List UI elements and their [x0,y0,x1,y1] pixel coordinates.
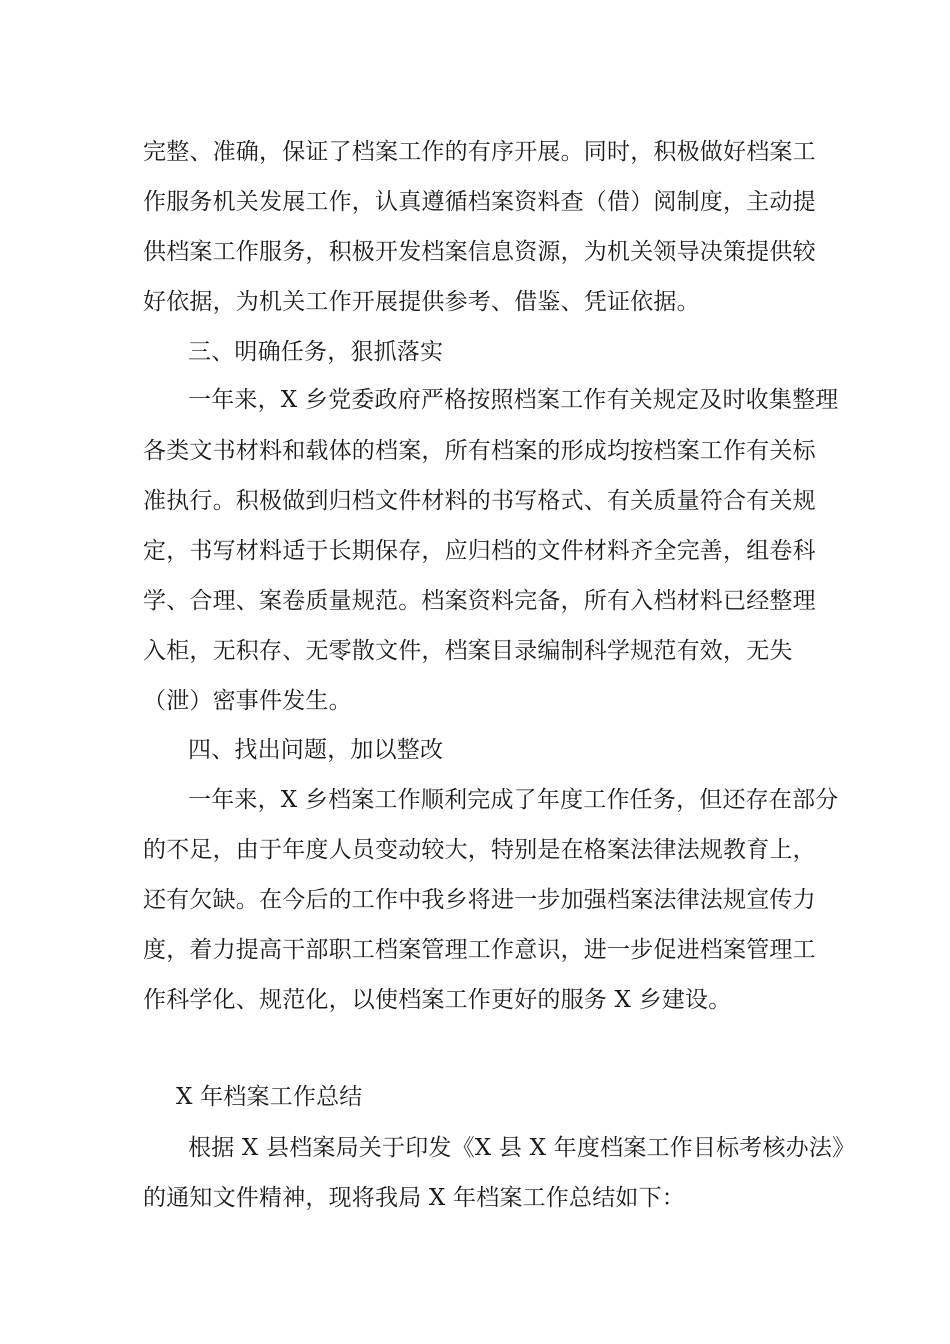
section-heading: 三、明确任务，狠抓落实 [188,339,444,365]
paragraph-line: 完整、准确，保证了档案工作的有序开展。同时，积极做好档案工 [143,139,816,165]
paragraph-line: 准执行。积极做到归档文件材料的书写格式、有关质量符合有关规 [143,488,816,514]
paragraph-line: 作服务机关发展工作，认真遵循档案资料查（借）阅制度，主动提 [143,189,816,215]
paragraph-line: 还有欠缺。在今后的工作中我乡将进一步加强档案法律法规宣传力 [143,887,816,913]
paragraph-line: （泄）密事件发生。 [143,688,352,714]
paragraph-line: 根据 X 县档案局关于印发《X 县 X 年度档案工作目标考核办法》 [188,1135,856,1161]
paragraph-line: 度，着力提高干部职工档案管理工作意识，进一步促进档案管理工 [143,937,816,963]
paragraph-line: 的不足，由于年度人员变动较大，特别是在格案法律法规教育上， [143,837,816,863]
paragraph-line: 的通知文件精神，现将我局 X 年档案工作总结如下： [143,1185,685,1211]
paragraph-line: 一年来，X 乡党委政府严格按照档案工作有关规定及时收集整理 [188,387,839,413]
paragraph-line: 供档案工作服务，积极开发档案信息资源，为机关领导决策提供较 [143,239,816,265]
paragraph-line: 学、合理、案卷质量规范。档案资料完备，所有入档材料已经整理 [143,588,816,614]
paragraph-line: 作科学化、规范化，以使档案工作更好的服务 X 乡建设。 [143,987,732,1013]
paragraph-line: 定，书写材料适于长期保存，应归档的文件材料齐全完善，组卷科 [143,538,816,564]
paragraph-line: 入柜，无积存、无零散文件，档案目录编制科学规范有效，无失 [143,638,793,664]
section-heading: 四、找出问题，加以整改 [188,737,444,763]
paragraph-line: 各类文书材料和载体的档案，所有档案的形成均按档案工作有关标 [143,438,816,464]
paragraph-line: 一年来，X 乡档案工作顺利完成了年度工作任务，但还存在部分 [188,787,839,813]
document-title: X 年档案工作总结 [176,1084,363,1110]
paragraph-line: 好依据，为机关工作开展提供参考、借鉴、凭证依据。 [143,289,700,315]
